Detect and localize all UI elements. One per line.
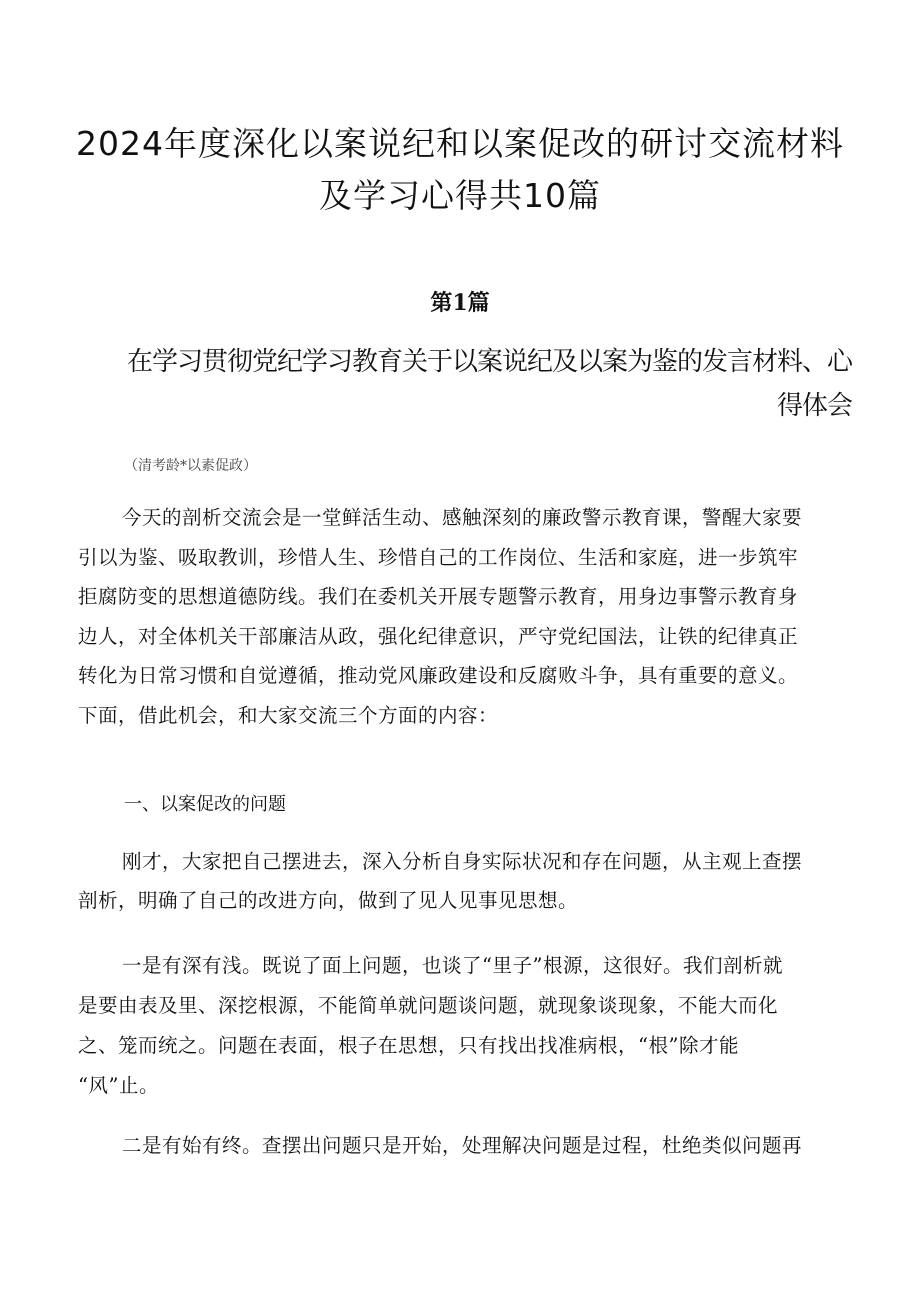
article-title	[60, 340, 852, 428]
article-title-line-2: 得体会	[776, 391, 852, 421]
paragraph-intro	[78, 498, 878, 735]
paragraph-line: 二是有始有终。查摆出问题只是开始，处理解决问题是过程，杜绝类似问题再	[122, 1134, 803, 1157]
paragraph-point-two	[78, 1126, 878, 1166]
paragraph-line: 引以为鉴、吸取教训，珍惜人生、珍惜自己的工作岗位、生活和家庭，进一步筑牢	[78, 545, 799, 569]
document-title-line-1: 2024年度深化以案说纪和以案促改的研讨交流材料	[76, 124, 844, 163]
paragraph-analysis	[78, 842, 878, 920]
paragraph-line: 之、笼而统之。问题在表面，根子在思想，只有找出找准病根，“根”除才能	[78, 1034, 739, 1057]
paragraph-line: “风”止。	[78, 1074, 159, 1097]
paragraph-line: 边人，对全体机关干部廉洁从政，强化纪律意识，严守党纪国法，让铁的纪律真正	[78, 624, 799, 648]
paragraph-line: 剖析，明确了自己的改进方向，做到了见人见事见思想。	[78, 889, 579, 912]
section-heading: 一、以案促改的问题	[124, 794, 286, 815]
paragraph-line: 拒腐防变的思想道德防线。我们在委机关开展专题警示教育，用身边事警示教育身	[78, 585, 799, 608]
paragraph-line: 转化为日常习惯和自觉遵循，推动党风廉政建设和反腐败斗争，具有重要的意义。	[78, 664, 799, 687]
paragraph-line: 是要由表及里、深挖根源，不能简单就问题谈问题，就现象谈现象，不能大而化	[78, 994, 779, 1017]
paragraph-line: 今天的剖析交流会是一堂鲜活生动、感触深刻的廉政警示教育课，警醒大家要	[122, 506, 803, 529]
article-subtitle: （清考龄*以素促政）	[124, 458, 257, 474]
paragraph-line: 下面，借此机会，和大家交流三个方面的内容：	[78, 703, 499, 727]
paragraph-line: 一是有深有浅。既说了面上问题，也谈了“里子”根源，这很好。我们剖析就	[122, 954, 783, 977]
chapter-label: 第1篇	[430, 290, 490, 316]
document-title	[60, 118, 860, 222]
article-title-line-1: 在学习贯彻党纪学习教育关于以案说纪及以案为鉴的发言材料、心	[126, 347, 852, 377]
paragraph-point-one	[78, 946, 878, 1106]
document-title-line-2: 及学习心得共10篇	[319, 176, 601, 215]
paragraph-line: 刚才，大家把自己摆进去，深入分析自身实际状况和存在问题，从主观上查摆	[122, 850, 803, 873]
